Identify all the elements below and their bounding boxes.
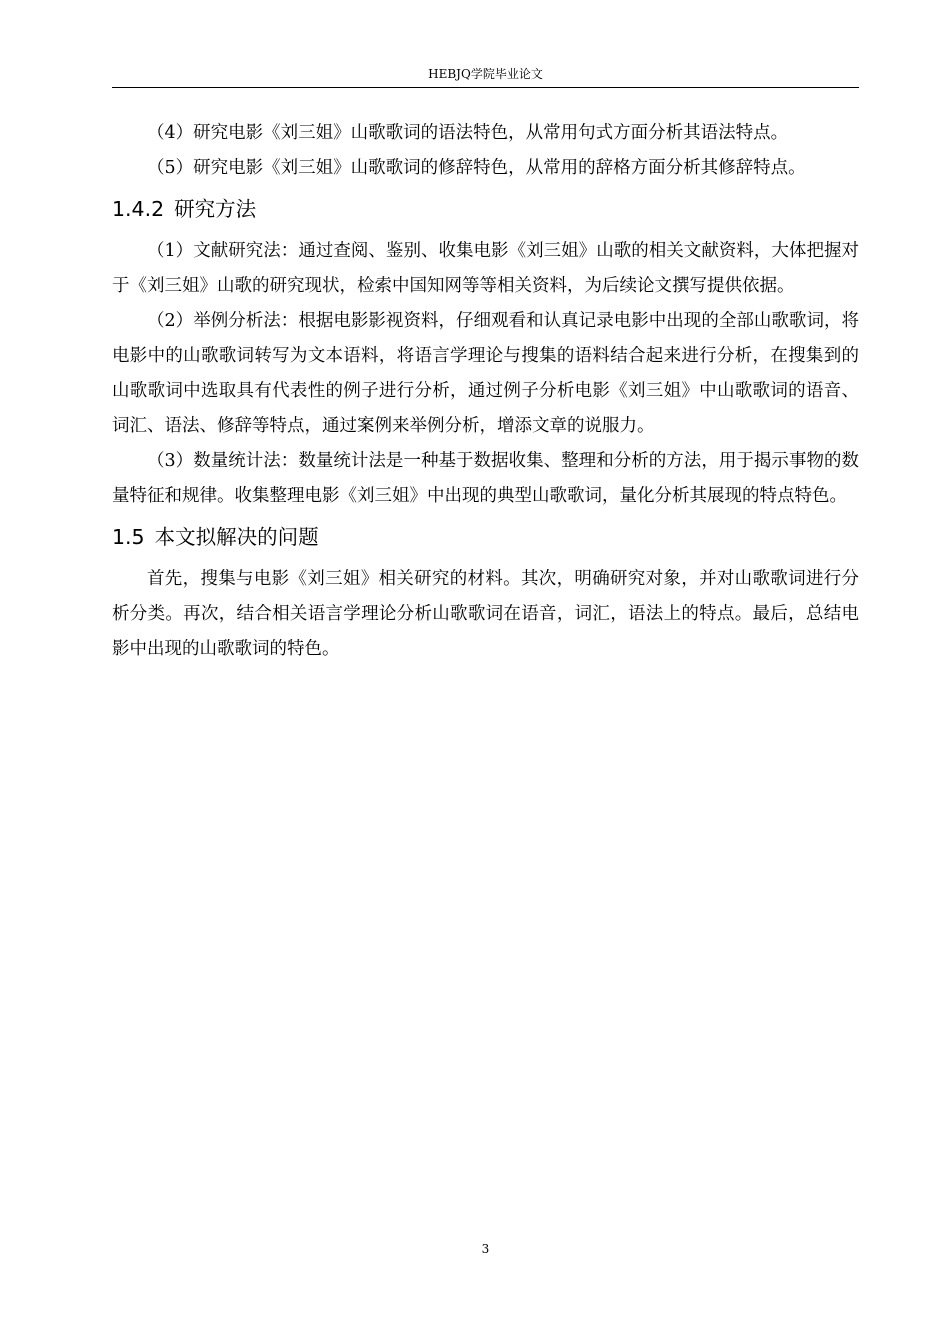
problem-paragraph: 首先，搜集与电影《刘三姐》相关研究的材料。其次，明确研究对象，并对山歌歌词进行分析分类。再次，结合相关语言学理论分析山歌歌词在语音，词汇，语法上的特点。最后，总结电影中出现的山歌歌词的特色。: [112, 569, 859, 659]
section-title: 研究方法: [174, 197, 257, 221]
page-number: 3: [481, 1242, 490, 1256]
running-header: HEBJQ学院毕业论文: [428, 67, 543, 81]
section-heading-1-4-2: [112, 188, 859, 230]
method-statistics: （3）数量统计法：数量统计法是一种基于数据收集、整理和分析的方法，用于揭示事物的数量特征和规律。收集整理电影《刘三姐》中出现的典型山歌歌词，量化分析其展现的特点特色。: [112, 451, 859, 506]
header-rule: [112, 87, 859, 88]
page-body: [112, 116, 859, 667]
section-number: 1.4.2: [112, 197, 165, 221]
method-literature: （1）文献研究法：通过查阅、鉴别、收集电影《刘三姐》山歌的相关文献资料，大体把握对于《刘三姐》山歌的研究现状，检索中国知网等等相关资料，为后续论文撰写提供依据。: [112, 241, 859, 296]
research-item-4: （4）研究电影《刘三姐》山歌歌词的语法特色，从常用句式方面分析其语法特点。: [147, 123, 789, 143]
section-number: 1.5: [112, 525, 145, 549]
section-title: 本文拟解决的问题: [154, 525, 319, 549]
section-heading-1-5: [112, 516, 859, 558]
method-example-analysis: （2）举例分析法：根据电影影视资料，仔细观看和认真记录电影中出现的全部山歌歌词，将电影中的山歌歌词转写为文本语料，将语言学理论与搜集的语料结合起来进行分析，在搜集到的山歌歌词中选取具有代表性的例子进行分析，通过例子分析电影《刘三姐》中山歌歌词的语音、词汇、语法、修辞等特点，通过案例来举例分析，增添文章的说服力。: [112, 311, 859, 436]
research-item-5: （5）研究电影《刘三姐》山歌歌词的修辞特色，从常用的辞格方面分析其修辞特点。: [147, 158, 806, 178]
